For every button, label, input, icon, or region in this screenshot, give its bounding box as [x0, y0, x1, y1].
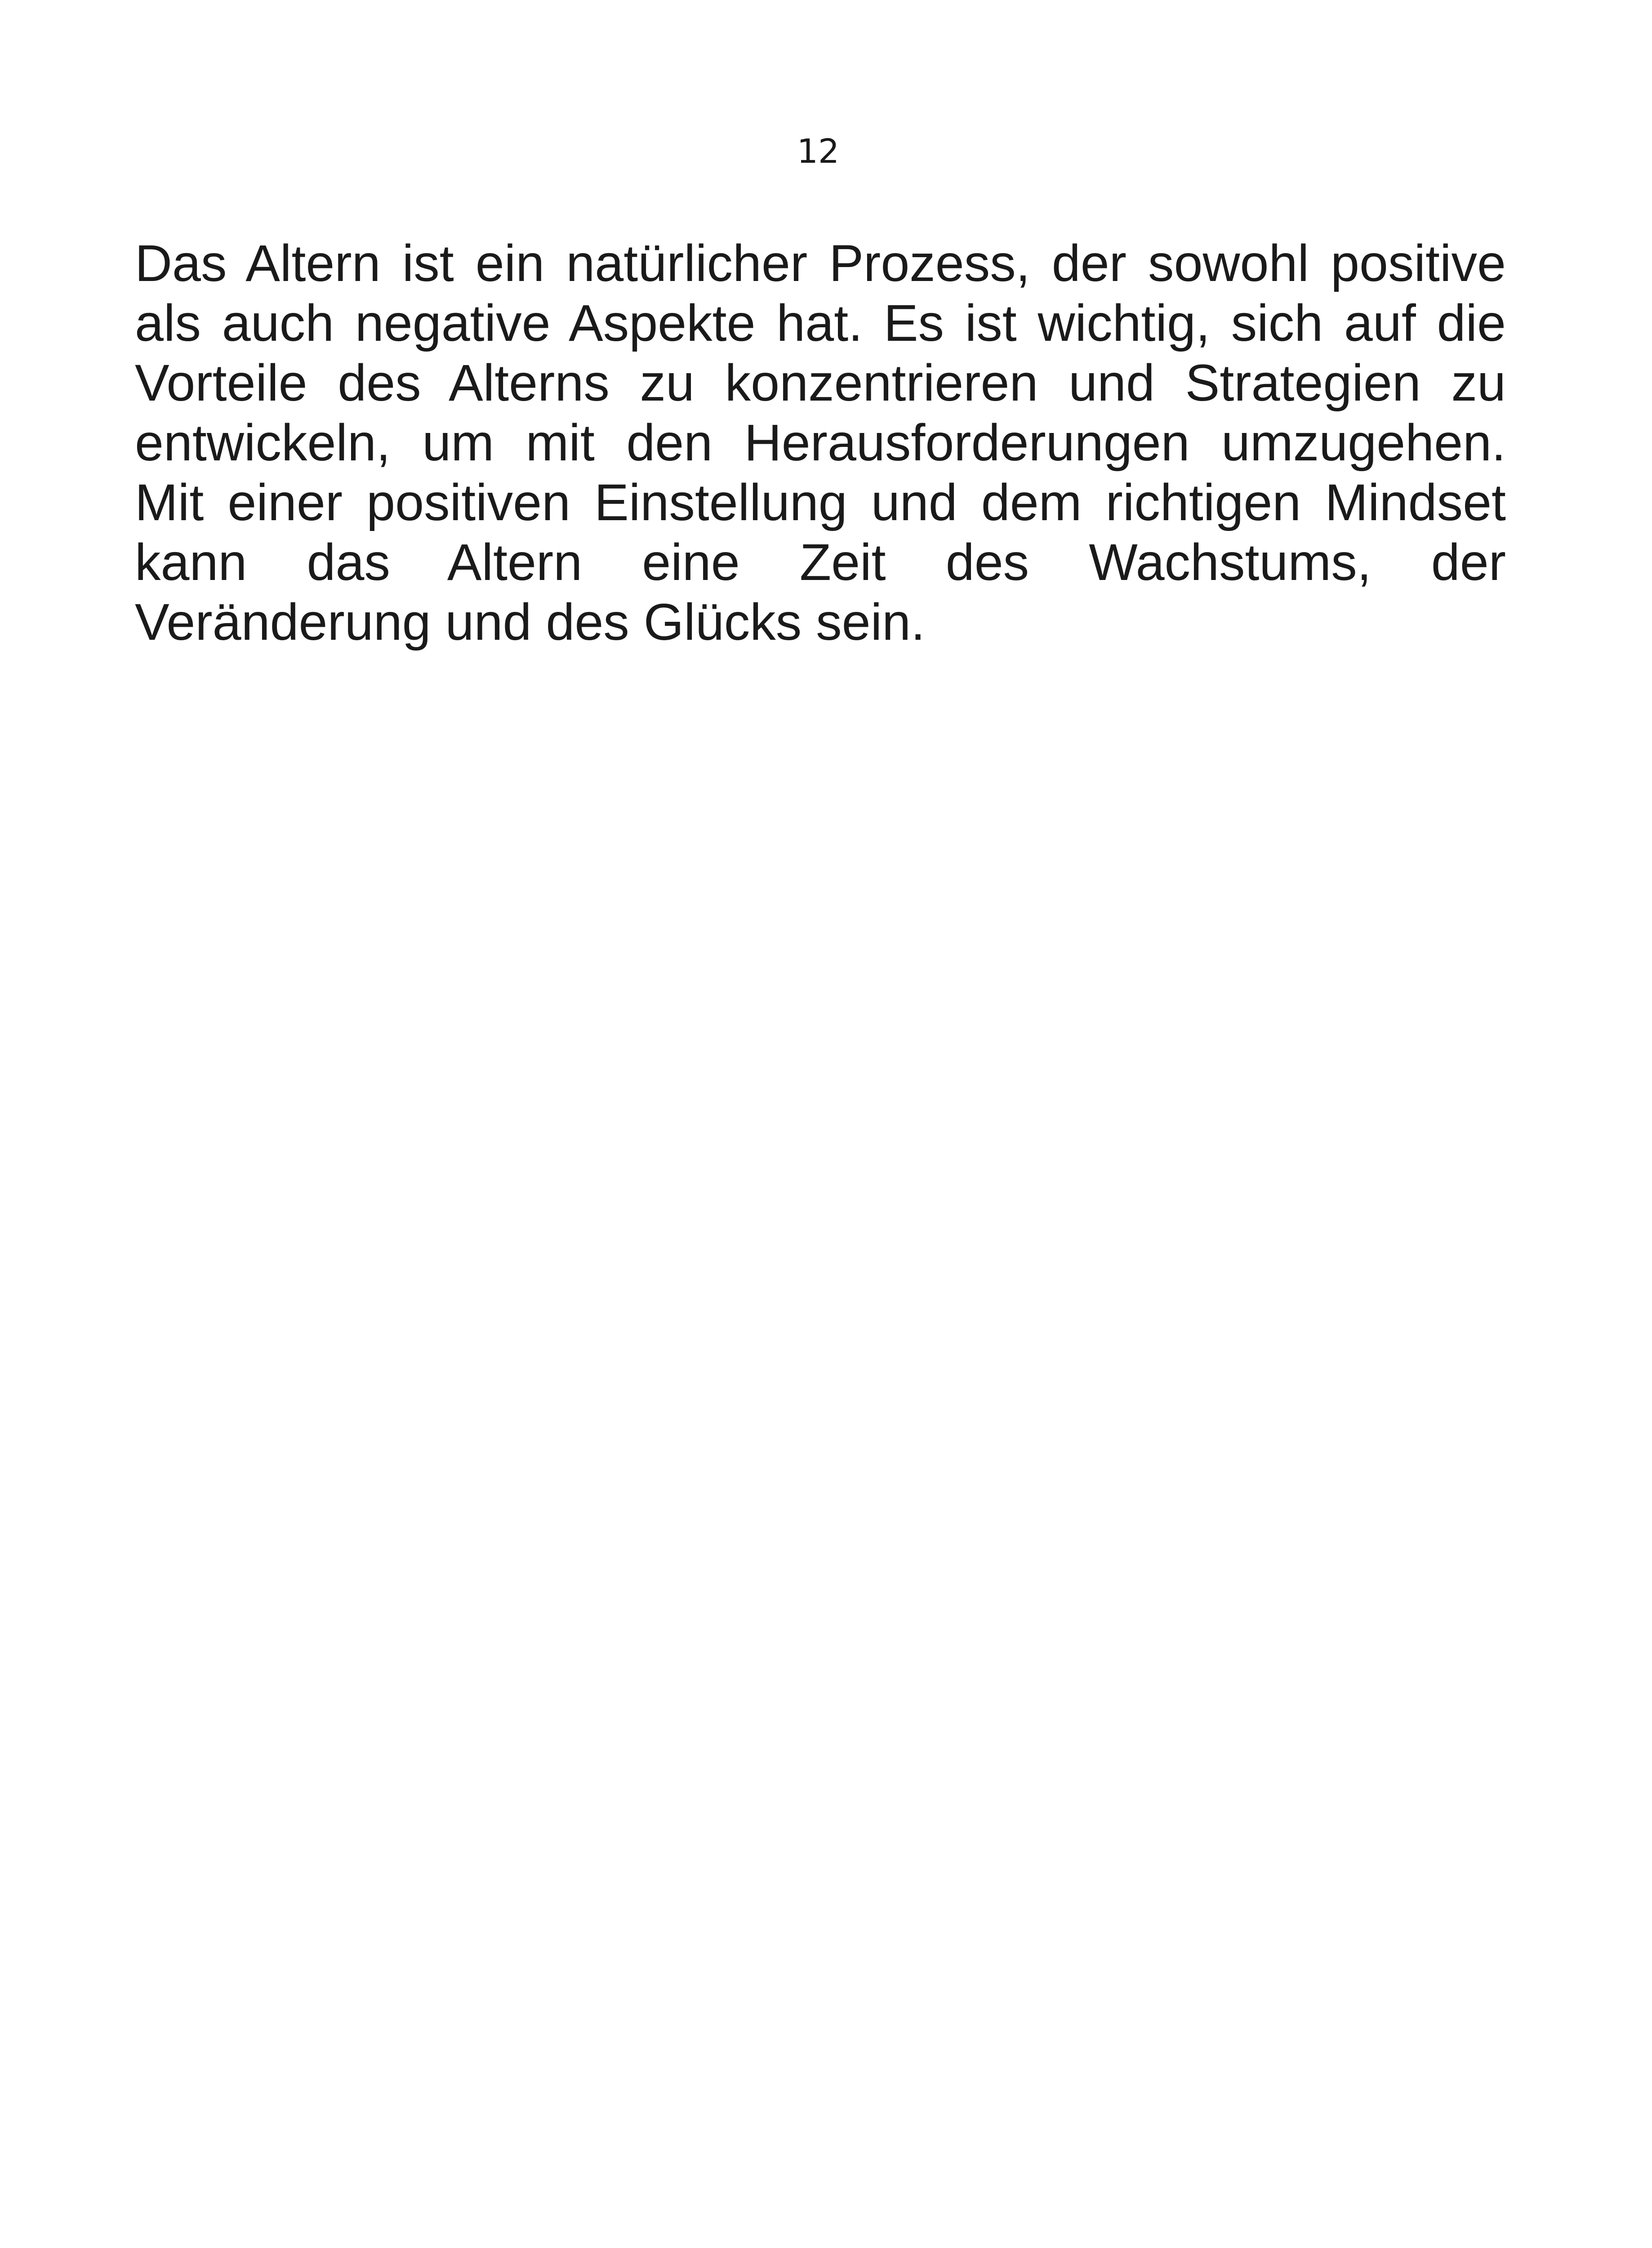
page-number: 12: [797, 132, 840, 171]
paragraph-line: Vorteile des Alterns zu konzentrieren und Strategien zu: [135, 354, 1506, 412]
paragraph-line: Das Altern ist ein natürlicher Prozess, der sowohl positive: [135, 235, 1506, 292]
paragraph-line: als auch negative Aspekte hat. Es ist wichtig, sich auf die: [135, 294, 1506, 352]
paragraph-line: Mit einer positiven Einstellung und dem richtigen Mindset: [135, 474, 1506, 531]
paragraph-line: entwickeln, um mit den Herausforderungen umzugehen.: [135, 414, 1506, 472]
paragraph-line: kann das Altern eine Zeit des Wachstums, der: [135, 534, 1506, 591]
paragraph-line: Veränderung und des Glücks sein.: [135, 593, 926, 651]
body-paragraph: [135, 234, 1506, 652]
